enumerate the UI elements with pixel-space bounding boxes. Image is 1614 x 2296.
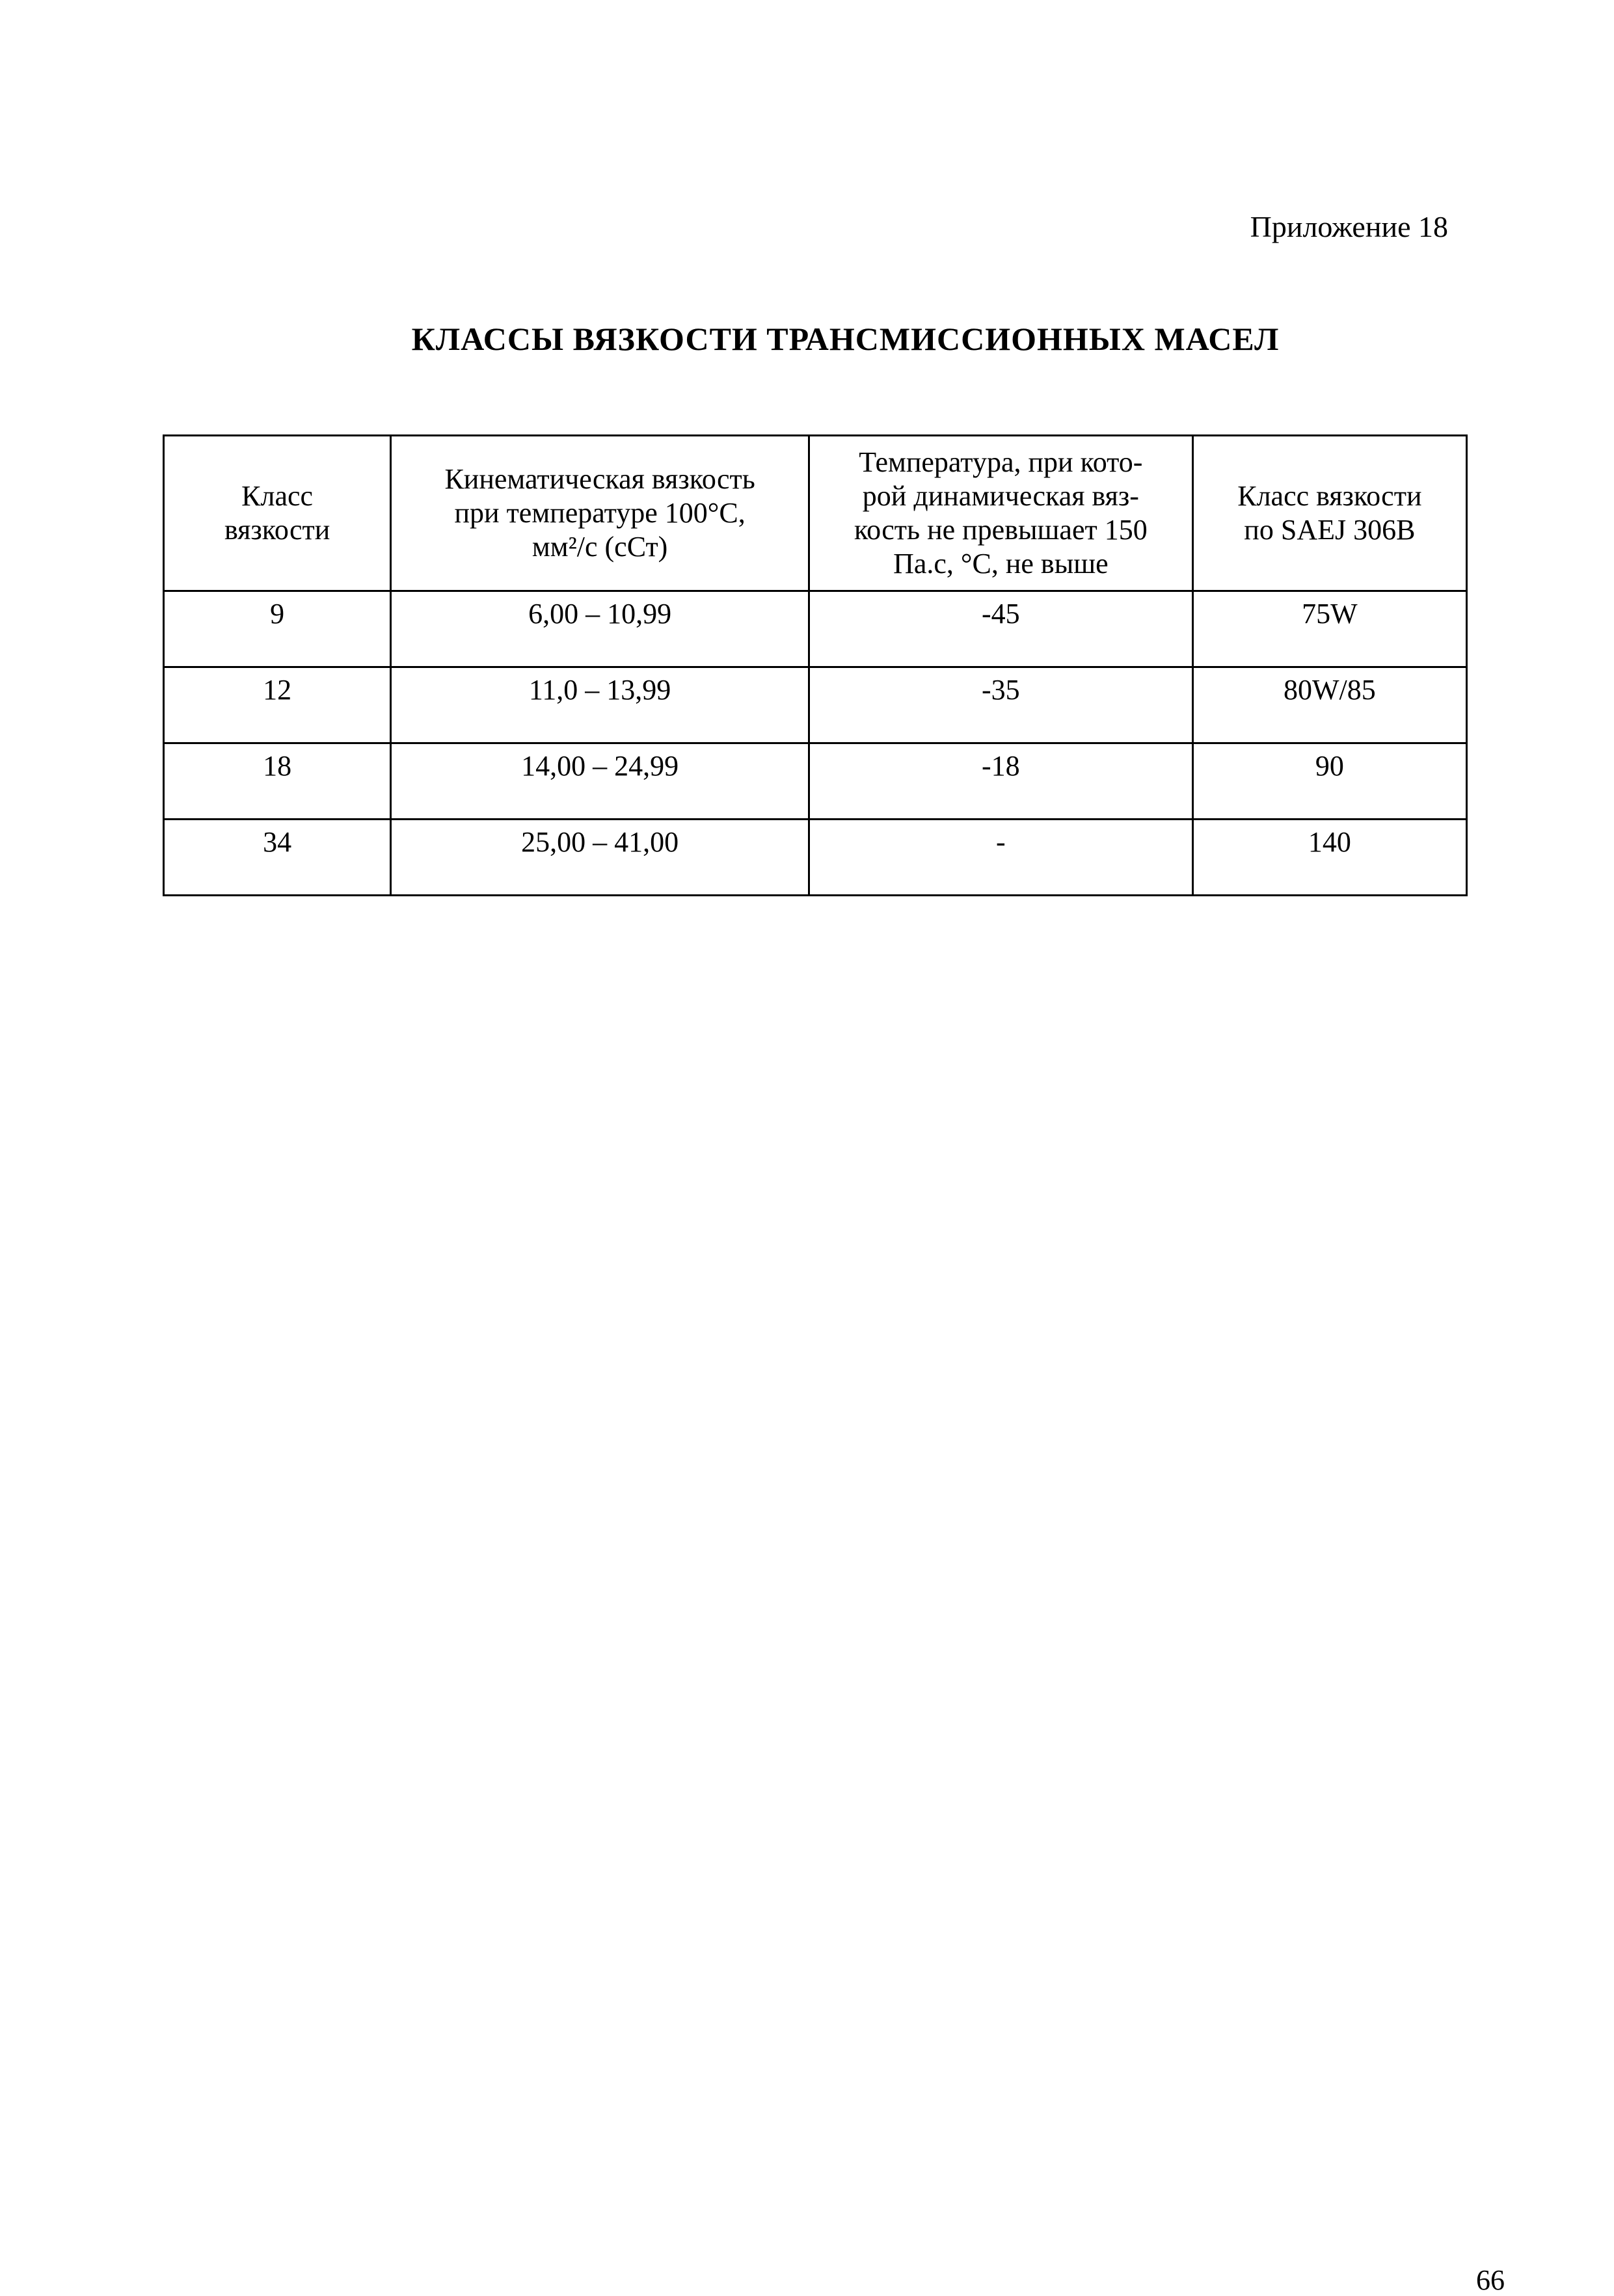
table-header-row: [164, 436, 1467, 591]
header-line: вязкости: [224, 514, 330, 546]
page-number: 66: [1476, 2264, 1505, 2296]
header-line: по SAEJ 306B: [1244, 514, 1416, 546]
cell-temperature: -: [809, 820, 1193, 896]
cell-kinematic-viscosity: 14,00 – 24,99: [391, 743, 809, 820]
header-line: Класс вязкости: [1237, 480, 1422, 512]
cell-temperature: -18: [809, 743, 1193, 820]
table-row: [164, 743, 1467, 820]
header-line: Па.с, °С, не выше: [893, 548, 1109, 580]
cell-viscosity-class: 18: [164, 743, 391, 820]
cell-kinematic-viscosity: 25,00 – 41,00: [391, 820, 809, 896]
cell-kinematic-viscosity: 6,00 – 10,99: [391, 591, 809, 667]
header-temperature: [809, 436, 1193, 591]
cell-temperature: -45: [809, 591, 1193, 667]
header-line: Класс: [241, 480, 314, 512]
header-line: рой динамическая вяз-: [862, 480, 1139, 512]
table-row: [164, 591, 1467, 667]
cell-viscosity-class: 12: [164, 667, 391, 743]
table-row: [164, 820, 1467, 896]
cell-viscosity-class: 9: [164, 591, 391, 667]
cell-viscosity-class: 34: [164, 820, 391, 896]
cell-sae-class: 75W: [1192, 591, 1466, 667]
cell-sae-class: 90: [1192, 743, 1466, 820]
header-line: Кинематическая вязкость: [444, 463, 755, 495]
cell-sae-class: 140: [1192, 820, 1466, 896]
header-viscosity-class: [164, 436, 391, 591]
cell-temperature: -35: [809, 667, 1193, 743]
cell-kinematic-viscosity: 11,0 – 13,99: [391, 667, 809, 743]
appendix-label: Приложение 18: [1250, 210, 1448, 243]
viscosity-table: [163, 434, 1468, 896]
header-line: кость не превышает 150: [854, 514, 1148, 546]
table-row: [164, 667, 1467, 743]
cell-sae-class: 80W/85: [1192, 667, 1466, 743]
header-sae-class: [1192, 436, 1466, 591]
header-line: мм²/с (сСт): [531, 531, 668, 563]
header-kinematic-viscosity: [391, 436, 809, 591]
header-line: Температура, при кото-: [859, 446, 1143, 478]
header-line: при температуре 100°С,: [454, 497, 746, 529]
document-title: КЛАССЫ ВЯЗКОСТИ ТРАНСМИССИОННЫХ МАСЕЛ: [411, 321, 1280, 357]
